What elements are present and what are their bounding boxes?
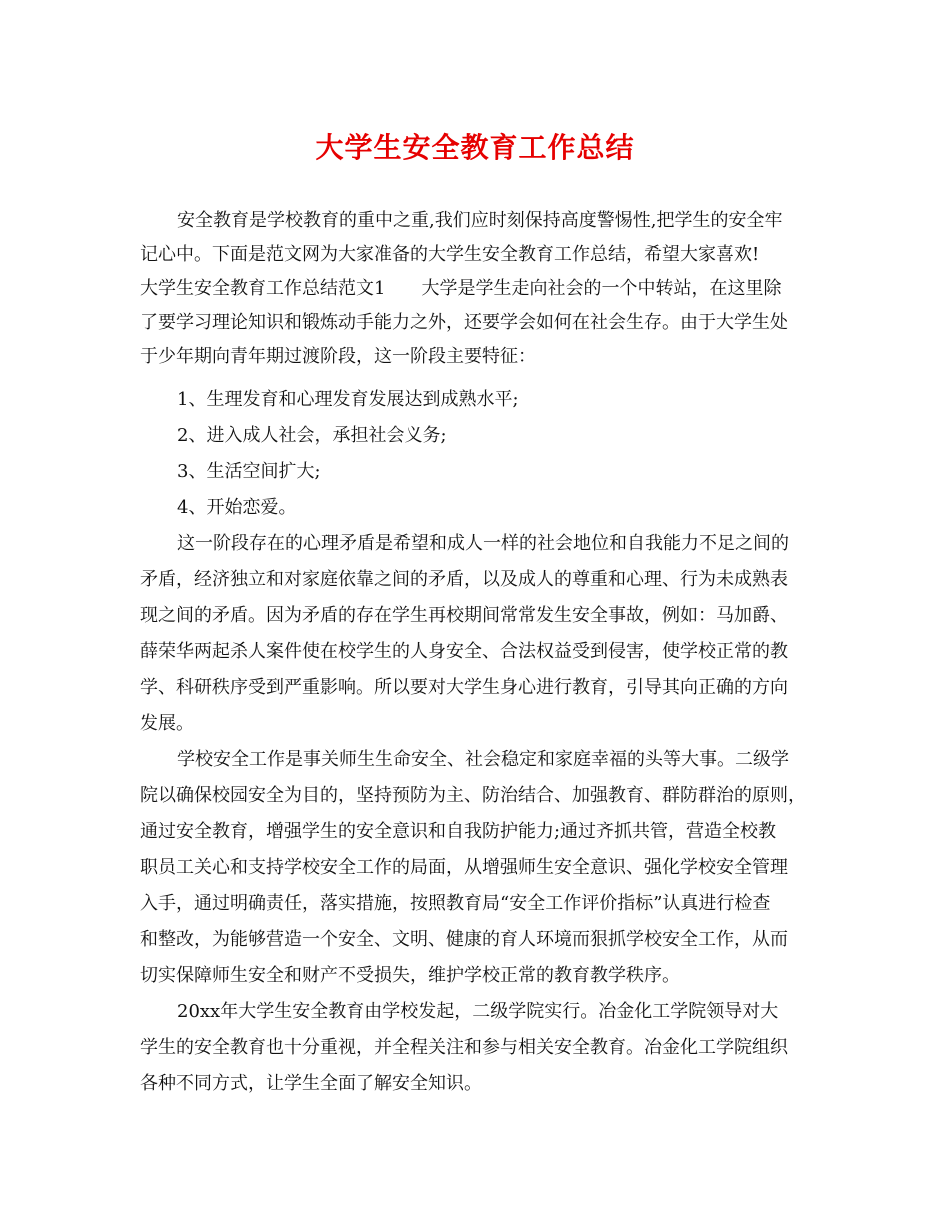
paragraph-line: 安全教育是学校教育的重中之重,我们应时刻保持高度警惕性,把学生的安全牢 bbox=[177, 210, 783, 231]
paragraph-line: 这一阶段存在的心理矛盾是希望和成人一样的社会地位和自我能力不足之间的 bbox=[177, 533, 789, 554]
paragraph-line: 于少年期向青年期过渡阶段，这一阶段主要特征： bbox=[140, 346, 536, 367]
list-item: 2、进入成人社会，承担社会义务; bbox=[177, 425, 447, 446]
paragraph-line: 通过安全教育，增强学生的安全意识和自我防护能力;通过齐抓共管，营造全校教 bbox=[140, 821, 777, 842]
document-title: 大学生安全教育工作总结 bbox=[315, 131, 635, 164]
paragraph-line: 薛荣华两起杀人案件使在校学生的人身安全、合法权益受到侵害，使学校正常的教 bbox=[140, 641, 788, 662]
paragraph-line: 和整改，为能够营造一个安全、文明、健康的育人环境而狠抓学校安全工作，从而 bbox=[140, 929, 788, 950]
paragraph-line: 职员工关心和支持学校安全工作的局面，从增强师生安全意识、强化学校安全管理 bbox=[140, 857, 788, 878]
paragraph-line: 了要学习理论知识和锻炼动手能力之外，还要学会如何在社会生存。由于大学生处 bbox=[140, 312, 788, 333]
paragraph-line: 记心中。下面是范文网为大家准备的大学生安全教育工作总结，希望大家喜欢! bbox=[140, 244, 760, 265]
paragraph-line: 20xx年大学生安全教育由学校发起，二级学院实行。冶金化工学院领导对大 bbox=[177, 1001, 779, 1022]
paragraph-line: 学校安全工作是事关师生生命安全、社会稳定和家庭幸福的头等大事。二级学 bbox=[177, 749, 789, 770]
list-item: 4、开始恋爱。 bbox=[177, 497, 297, 518]
paragraph-line: 大学生安全教育工作总结范文1 大学是学生走向社会的一个中转站，在这里除 bbox=[140, 278, 782, 299]
paragraph-line: 院以确保校园安全为目的，坚持预防为主、防治结合、加强教育、群防群治的原则， bbox=[140, 785, 806, 806]
paragraph-line: 矛盾，经济独立和对家庭依靠之间的矛盾，以及成人的尊重和心理、行为未成熟表 bbox=[140, 569, 788, 590]
paragraph-line: 现之间的矛盾。因为矛盾的存在学生再校期间常常发生安全事故，例如：马加爵、 bbox=[140, 605, 788, 626]
list-item: 1、生理发育和心理发育发展达到成熟水平; bbox=[177, 389, 519, 410]
paragraph-line: 切实保障师生安全和财产不受损失，维护学校正常的教育教学秩序。 bbox=[140, 965, 680, 986]
list-item: 3、生活空间扩大; bbox=[177, 461, 321, 482]
paragraph-line: 入手，通过明确责任，落实措施，按照教育局“安全工作评价指标”认真进行检查 bbox=[140, 893, 771, 914]
paragraph-line: 学生的安全教育也十分重视，并全程关注和参与相关安全教育。冶金化工学院组织 bbox=[140, 1037, 788, 1058]
paragraph-line: 发展。 bbox=[140, 713, 194, 734]
paragraph-line: 学、科研秩序受到严重影响。所以要对大学生身心进行教育，引导其向正确的方向 bbox=[140, 677, 788, 698]
paragraph-line: 各种不同方式，让学生全面了解安全知识。 bbox=[140, 1073, 482, 1094]
